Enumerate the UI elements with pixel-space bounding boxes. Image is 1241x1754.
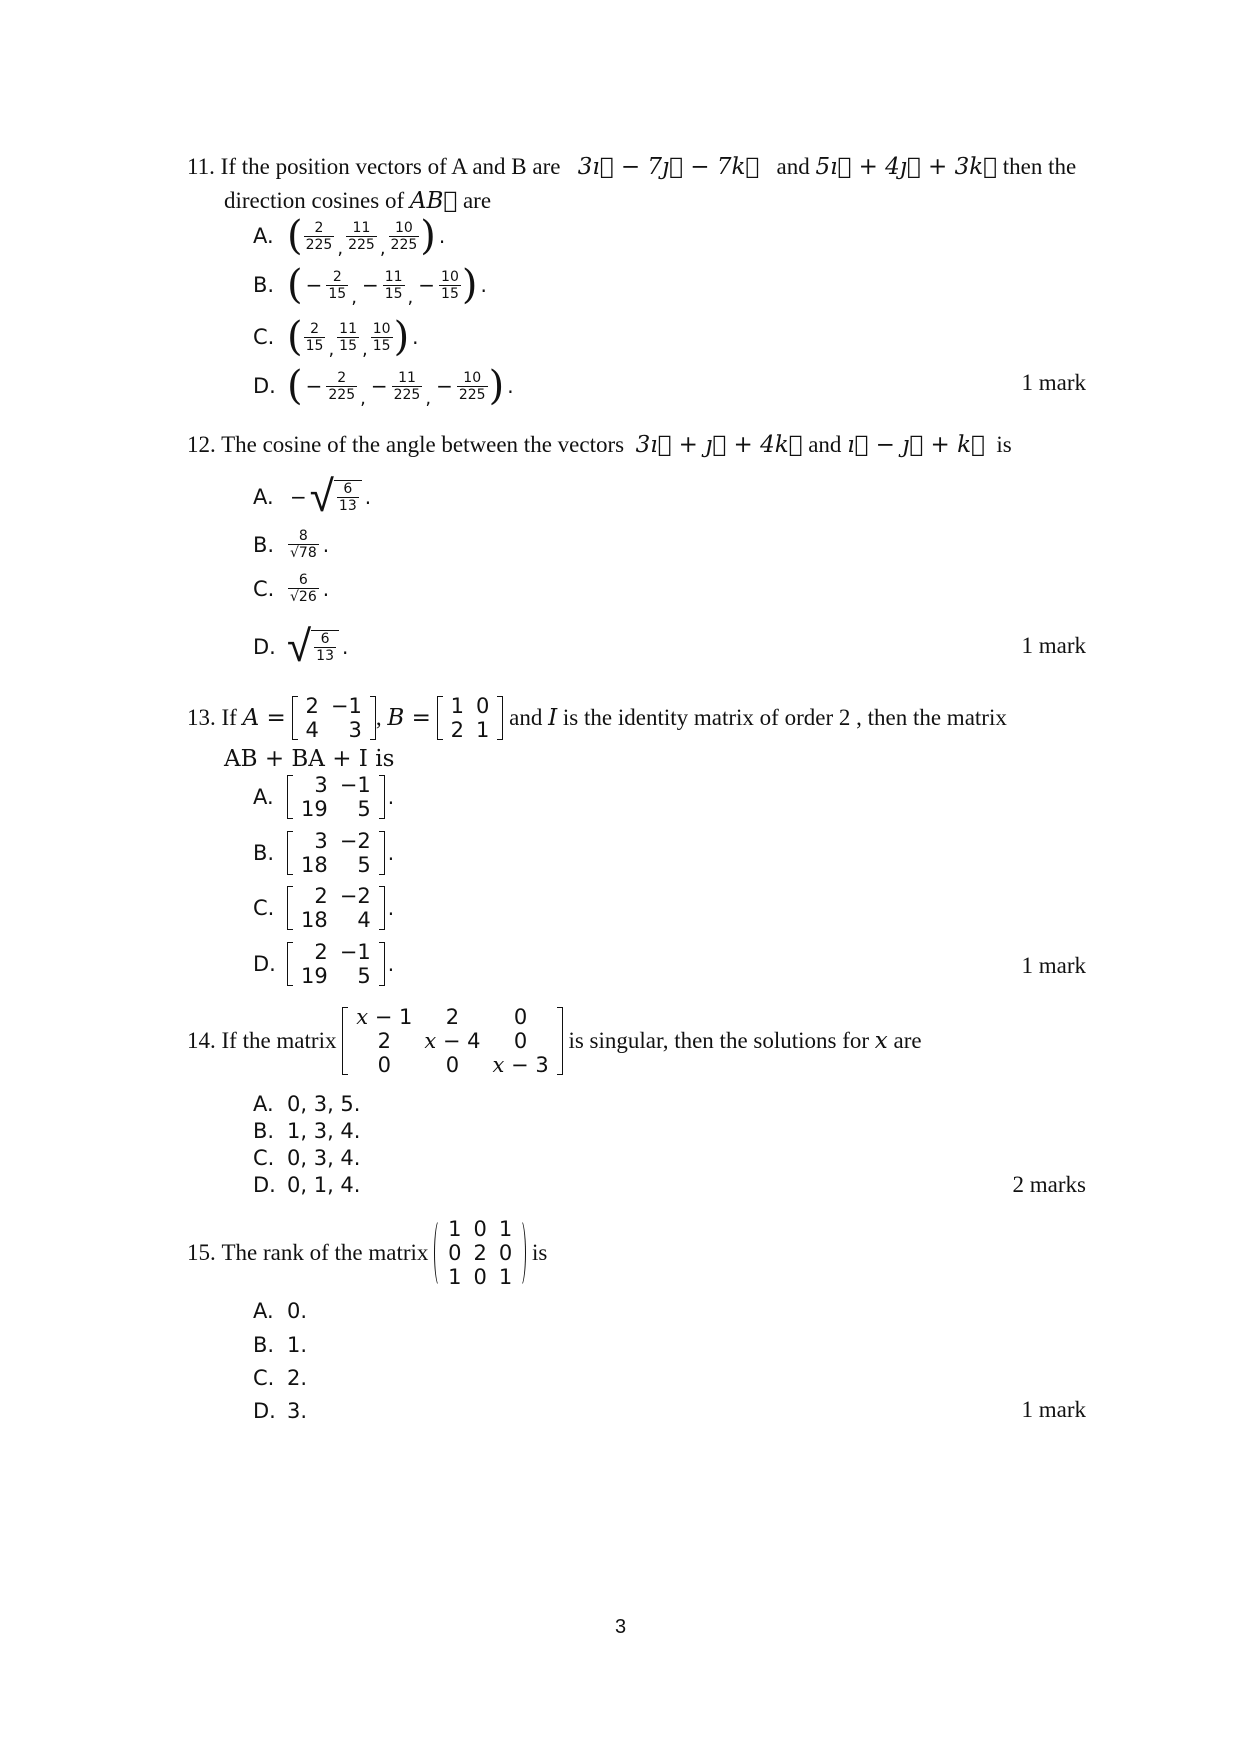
right-paren: ) [461,262,478,308]
question-tail: is [532,1240,548,1265]
option-d [253,621,351,672]
option-b [253,528,332,561]
matrix-cell: x − 3 [492,1053,549,1077]
period: . [387,952,395,976]
right-paren: ) [420,213,436,259]
option-d [253,940,397,988]
fraction [383,269,405,302]
comma: , [351,287,357,308]
denominator: 15 [328,285,347,302]
matrix-cell: 5 [357,964,371,988]
denominator: 13 [316,648,334,664]
matrix-cell: x − 4 [424,1029,481,1053]
option-c [253,572,332,605]
option-matrix [287,884,385,932]
marks-q14: 2 marks [1012,1172,1086,1197]
matrix-cell: x − 1 [356,1005,413,1029]
option-a [253,213,448,259]
question-text: If the matrix [221,1028,337,1053]
numerator: 11 [339,320,357,337]
denominator: 15 [305,337,324,354]
option-label: A. [253,485,274,509]
question-number: 15. [187,1240,216,1265]
marks-q11: 1 mark [1021,370,1086,395]
page-number: 3 [614,1616,627,1638]
option-value: 1, 3, 4. [287,1119,361,1143]
option-value: 0, 1, 4. [287,1173,361,1197]
option-label: C. [253,1366,275,1390]
period: . [322,532,330,557]
option-c [253,1146,360,1170]
vector-b: ı⃗ − ȷ⃗ + k⃗ [847,432,985,458]
marks-q12: 1 mark [1021,633,1086,658]
question-are: are [462,188,492,213]
matrix-cell: 0 [448,1241,462,1265]
matrix-cell: 2 [445,1005,460,1029]
left-paren: ( [287,262,303,308]
option-label: C. [253,1146,275,1170]
vector-b: 5ı⃗ + 4ȷ⃗ + 3k⃗ [815,154,997,180]
fraction [288,572,319,605]
option-label: D. [253,1173,276,1197]
option-matrix [287,829,385,877]
option-label: B. [253,273,275,297]
matrix-b-name: B = [387,705,431,731]
option-value: 0, 3, 4. [287,1146,361,1170]
denominator [288,589,319,605]
option-b [253,262,490,308]
period: . [387,785,395,809]
question-text-line2: direction cosines of [224,188,405,213]
comma: , [425,388,432,409]
square-root [287,621,339,672]
period: . [412,325,419,349]
numerator: 2 [304,220,335,237]
rank-matrix [434,1217,526,1289]
option-label: A. [253,1299,274,1323]
connector: and [808,432,842,457]
question-13 [187,694,1087,776]
matrix-cell: 0 [377,1053,391,1077]
option-value: 1. [287,1333,308,1357]
denominator: 225 [348,236,375,253]
numerator: 10 [389,220,420,237]
comma: , [379,238,386,259]
option-d [253,1399,307,1423]
comma: , [362,339,368,360]
matrix-cell: 2 [305,694,319,718]
radicand [334,480,362,514]
period: . [387,841,395,865]
denominator: 225 [390,236,418,253]
option-a [253,1092,360,1116]
option-value: 3. [287,1399,308,1423]
fraction [346,220,377,253]
option-label: A. [253,785,274,809]
option-d [253,363,517,409]
option-label: D. [253,1399,276,1423]
fraction [337,481,359,514]
matrix-cell: 1 [448,1217,462,1241]
matrix-a [292,694,376,742]
matrix-cell: −1 [330,694,362,718]
fraction [326,269,348,302]
matrix-cell: 2 [314,884,328,908]
numerator: 6 [288,572,319,589]
option-label: A. [253,1092,274,1116]
question-number: 12. [187,432,216,457]
right-paren: ) [488,363,505,409]
question-tail: then the [1002,154,1077,179]
matrix-cell: 19 [301,964,328,988]
radical-sign: √ [309,471,334,522]
comma: , [407,287,414,308]
question-text: If the position vectors of A and B are [220,154,561,179]
minus-sign: − [361,273,379,297]
question-13-line2: AB + BA + I is [224,746,395,772]
period: . [364,485,372,509]
fraction [337,321,359,354]
matrix-cell: 3 [314,773,328,797]
left-paren: ( [287,363,303,409]
marks-q15: 1 mark [1021,1397,1086,1422]
numerator: 11 [392,370,423,387]
right-paren: ) [393,314,410,360]
option-a [253,773,397,821]
question-11 [187,150,1087,218]
question-13-line1: 13. If A = 2 −1 4 3 , B = 1 0 2 1 and I is the identity matrix of order 2 , then the matrix [187,694,1007,742]
comma: , [360,388,366,409]
question-tail: is singular, then the solutions for x are [568,1028,922,1054]
radicand [311,630,339,664]
matrix-cell: 0 [473,1217,487,1241]
denominator: 225 [328,386,356,403]
option-label: D. [253,952,276,976]
fraction [288,528,319,561]
vector-a: 3ı⃗ − 7ȷ⃗ − 7k⃗ [577,154,760,180]
option-label: B. [253,1333,275,1357]
denominator: 15 [339,337,357,354]
denominator: 15 [441,285,459,302]
numerator: 2 [304,321,326,338]
option-c [253,884,397,932]
numerator: 11 [384,268,403,285]
singular-matrix [342,1005,562,1077]
numerator: 2 [326,370,357,387]
vector-a: 3ı⃗ + ȷ⃗ + 4k⃗ [635,432,803,458]
option-label: C. [253,325,275,349]
matrix-cell: 1 [498,1217,513,1241]
denominator: 13 [338,498,357,514]
option-b [253,1333,307,1357]
numerator: 10 [441,268,459,285]
radical-sign: √ [290,545,299,561]
radicand: 78 [298,545,317,561]
fraction [392,370,423,403]
matrix-cell: −1 [339,940,371,964]
fraction [439,269,461,302]
fraction [304,321,326,354]
question-number: 11. [187,154,215,179]
fraction [326,370,357,403]
matrix-cell: 0 [498,1241,513,1265]
question-text: The rank of the matrix [221,1240,429,1265]
question-if: If [221,705,237,730]
matrix-cell: 4 [305,718,319,742]
question-14 [187,1005,1087,1077]
numerator: 10 [457,370,488,387]
option-label: D. [253,374,276,398]
question-11-line1 [187,150,1087,184]
denominator: 15 [372,337,391,354]
radicand: 26 [298,589,317,605]
period: . [387,896,395,920]
option-c [253,1366,307,1390]
fraction [389,220,420,253]
question-number: 13. [187,705,216,730]
option-b [253,829,397,877]
matrix-cell: 2 [450,718,464,742]
option-value: 0, 3, 5. [287,1092,361,1116]
question-12 [187,428,1087,462]
numerator: 2 [326,269,348,286]
comma: , [328,339,335,360]
option-label: C. [253,896,275,920]
matrix-cell: 1 [475,718,490,742]
denominator: 225 [393,386,421,403]
vector-ab: AB⃗ [409,188,458,214]
period: . [341,635,349,659]
minus-sign: − [370,374,388,398]
option-label: B. [253,532,275,557]
matrix-cell: 3 [348,718,362,742]
matrix-cell: 1 [498,1265,513,1289]
minus-sign: − [418,273,436,297]
matrix-cell: −2 [339,884,371,908]
matrix-a-name: A = [242,705,286,731]
option-label: C. [253,576,275,601]
square-root [309,471,362,522]
numerator: 6 [314,631,336,648]
option-label: B. [253,1119,275,1143]
denominator: 225 [305,236,333,253]
denominator: 15 [384,285,403,302]
numerator: 11 [346,220,377,237]
numerator: 8 [288,528,319,545]
minus-sign: − [290,485,307,509]
option-value: 2. [287,1366,308,1390]
option-d [253,1173,360,1197]
matrix-cell: 2 [314,940,328,964]
comma: , [337,238,344,259]
left-paren: ( [287,213,303,259]
denominator [288,545,319,561]
matrix-cell: 0 [445,1053,460,1077]
question-text: The cosine of the angle between the vectors [221,432,625,457]
radical-sign: √ [290,589,299,605]
period: . [480,273,487,297]
matrix-cell: 4 [357,908,371,932]
radical-sign: √ [287,621,312,672]
matrix-cell: 5 [357,797,371,821]
matrix-cell: 1 [450,694,464,718]
option-matrix [287,940,385,988]
option-a [253,471,374,522]
matrix-cell: 3 [314,829,328,853]
matrix-cell: 1 [448,1265,462,1289]
connector: and [776,154,810,179]
matrix-cell: 19 [301,797,328,821]
question-tail: is [996,432,1012,457]
matrix-cell: 0 [473,1265,487,1289]
option-c [253,314,422,360]
matrix-cell: 18 [301,908,328,932]
question-number: 14. [187,1028,216,1053]
matrix-cell: 2 [377,1029,391,1053]
matrix-cell: 0 [475,694,490,718]
marks-q13: 1 mark [1021,953,1086,978]
numerator: 6 [337,481,359,498]
matrix-cell: 0 [513,1005,528,1029]
option-label: D. [253,635,276,659]
matrix-cell: −2 [339,829,371,853]
minus-sign: − [305,374,323,398]
denominator: 225 [458,386,486,403]
matrix-cell: 18 [301,853,328,877]
option-a [253,1299,307,1323]
fraction [304,220,335,253]
matrix-cell: 0 [513,1029,528,1053]
matrix-cell: 2 [473,1241,487,1265]
option-label: B. [253,841,275,865]
left-paren: ( [287,314,303,360]
minus-sign: − [305,273,323,297]
matrix-cell: 5 [357,853,371,877]
period: . [322,576,330,601]
question-15 [187,1217,1087,1289]
option-b [253,1119,360,1143]
option-value: 0. [287,1299,308,1323]
matrix-b [437,694,504,742]
fraction [314,631,336,664]
question-tail: and I is the identity matrix of order 2 , then the matrix [509,705,1007,731]
option-matrix [287,773,385,821]
minus-sign: − [436,374,453,398]
option-label: A. [253,224,274,248]
numerator: 10 [372,320,391,337]
fraction [371,321,393,354]
matrix-cell: −1 [339,773,371,797]
period: . [507,374,514,398]
period: . [438,224,446,248]
fraction [457,370,488,403]
